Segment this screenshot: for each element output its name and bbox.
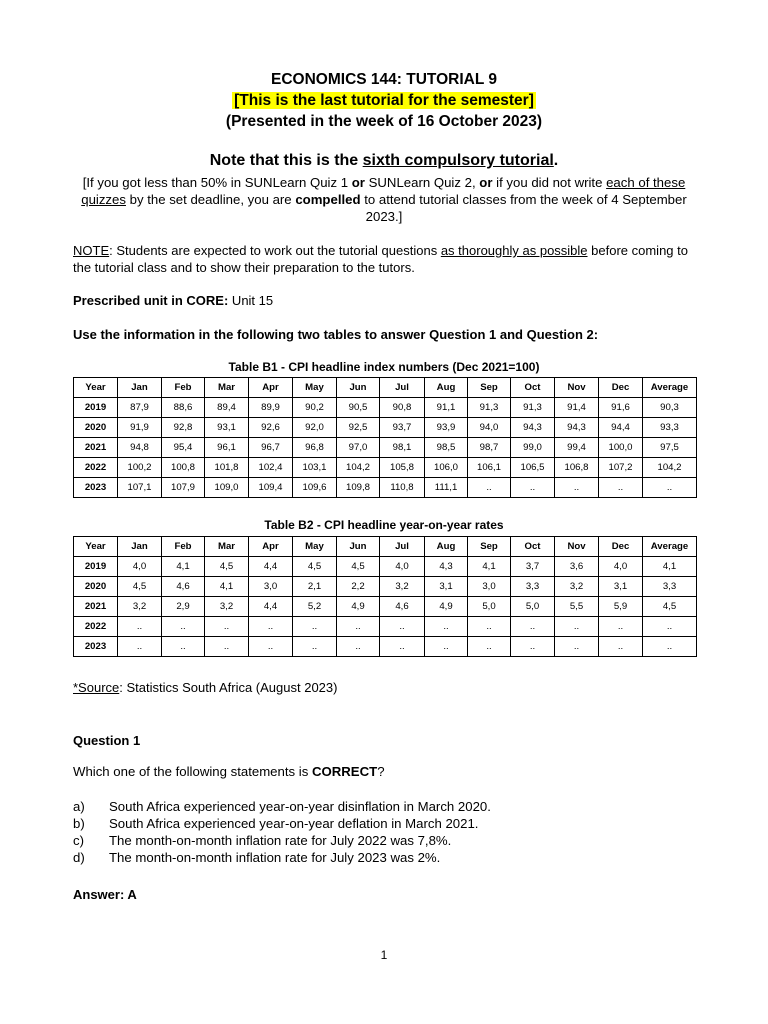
document-title: ECONOMICS 144: TUTORIAL 9 xyxy=(271,71,497,88)
table-header-row xyxy=(74,378,697,398)
table-cell: 107,9 xyxy=(162,478,205,498)
compulsory-note-heading xyxy=(0,152,768,170)
year-cell: 2020 xyxy=(74,418,118,438)
table-cell: 106,8 xyxy=(555,458,599,478)
table-cell: 3,1 xyxy=(599,577,643,597)
column-header: Apr xyxy=(249,537,293,557)
attendance-condition-note xyxy=(76,174,692,225)
question1-stem xyxy=(73,764,385,779)
table-cell: 4,0 xyxy=(599,557,643,577)
table-cell: 92,6 xyxy=(249,418,293,438)
table-cell: 99,0 xyxy=(511,438,555,458)
column-header: Sep xyxy=(468,537,511,557)
table-cell: .. xyxy=(468,617,511,637)
table-cell: 91,4 xyxy=(555,398,599,418)
source-label: *Source xyxy=(73,680,120,695)
table-cell: 93,9 xyxy=(425,418,468,438)
prescribed-value: Unit 15 xyxy=(228,293,274,308)
cpi-yoy-table xyxy=(73,536,697,657)
table-cell: .. xyxy=(425,617,468,637)
table-cell: 94,8 xyxy=(118,438,162,458)
table-row xyxy=(74,557,697,577)
option-text: South Africa experienced year-on-year deflation in March 2021. xyxy=(109,816,479,831)
bracket-or-2: or xyxy=(479,175,493,190)
table-cell: .. xyxy=(511,617,555,637)
table-cell: 3,6 xyxy=(555,557,599,577)
table-cell: 106,1 xyxy=(468,458,511,478)
table-cell: .. xyxy=(555,637,599,657)
column-header: Apr xyxy=(249,378,293,398)
bracket-text-1: [If you got less than 50% in SUNLearn Quiz 1 xyxy=(82,175,352,190)
table-cell: 98,7 xyxy=(468,438,511,458)
table-row xyxy=(74,458,697,478)
stem-text: Which one of the following statements is xyxy=(73,764,312,779)
table-cell: 90,8 xyxy=(380,398,425,418)
presented-week: (Presented in the week of 16 October 2023) xyxy=(225,113,543,130)
table-cell: .. xyxy=(599,617,643,637)
column-header: Year xyxy=(74,537,118,557)
year-cell: 2019 xyxy=(74,398,118,418)
column-header: May xyxy=(293,378,337,398)
column-header: Aug xyxy=(425,378,468,398)
table-instruction: Use the information in the following two tables to answer Question 1 and Question 2: xyxy=(73,327,599,342)
column-header: Sep xyxy=(468,378,511,398)
table-cell: 95,4 xyxy=(162,438,205,458)
table-cell: 105,8 xyxy=(380,458,425,478)
table-cell: .. xyxy=(205,617,249,637)
table-cell: 2,1 xyxy=(293,577,337,597)
table-cell: .. xyxy=(118,617,162,637)
table-cell: 93,7 xyxy=(380,418,425,438)
note-heading-text: Note that this is the xyxy=(209,152,363,169)
table-cell: 92,5 xyxy=(337,418,380,438)
year-cell: 2022 xyxy=(74,617,118,637)
column-header: Aug xyxy=(425,537,468,557)
table-cell: 3,2 xyxy=(380,577,425,597)
table-cell: 111,1 xyxy=(425,478,468,498)
table-cell: .. xyxy=(555,478,599,498)
table-cell: 109,0 xyxy=(205,478,249,498)
table-cell: 4,1 xyxy=(643,557,697,577)
table-cell: 4,0 xyxy=(380,557,425,577)
table-cell: .. xyxy=(511,478,555,498)
table-cell: 106,0 xyxy=(425,458,468,478)
option-text: The month-on-month inflation rate for July 2022 was 7,8%. xyxy=(109,833,452,848)
table-cell: 93,1 xyxy=(205,418,249,438)
table-cell: 91,6 xyxy=(599,398,643,418)
table-cell: 97,0 xyxy=(337,438,380,458)
bracket-or-1: or xyxy=(351,175,365,190)
option-text: South Africa experienced year-on-year disinflation in March 2020. xyxy=(109,799,491,814)
table-cell: .. xyxy=(380,637,425,657)
table-cell: 98,1 xyxy=(380,438,425,458)
table-cell: .. xyxy=(643,617,697,637)
option-label: d) xyxy=(73,850,85,865)
table-cell: 90,5 xyxy=(337,398,380,418)
table-cell: 3,3 xyxy=(643,577,697,597)
table-cell: 96,8 xyxy=(293,438,337,458)
year-cell: 2021 xyxy=(74,597,118,617)
table-cell: 91,9 xyxy=(118,418,162,438)
bracket-text-5: to attend tutorial classes from the week of 4 September 2023.] xyxy=(360,192,687,224)
year-cell: 2021 xyxy=(74,438,118,458)
table-cell: 3,0 xyxy=(249,577,293,597)
table-cell: 91,3 xyxy=(468,398,511,418)
note-heading-underlined: sixth compulsory tutorial xyxy=(362,152,554,169)
table-header-row xyxy=(74,537,697,557)
table-row xyxy=(74,418,697,438)
table-cell: 4,9 xyxy=(425,597,468,617)
table-cell: 104,2 xyxy=(337,458,380,478)
year-cell: 2023 xyxy=(74,478,118,498)
table-cell: 3,0 xyxy=(468,577,511,597)
table-cell: 89,4 xyxy=(205,398,249,418)
option-label: c) xyxy=(73,833,84,848)
table-cell: 100,0 xyxy=(599,438,643,458)
table-cell: 109,8 xyxy=(337,478,380,498)
year-cell: 2022 xyxy=(74,458,118,478)
column-header: Year xyxy=(74,378,118,398)
table-cell: 5,9 xyxy=(599,597,643,617)
table-cell: .. xyxy=(425,637,468,657)
table-cell: .. xyxy=(205,637,249,657)
table-cell: 4,1 xyxy=(205,577,249,597)
table-cell: 3,2 xyxy=(205,597,249,617)
question1-answer: Answer: A xyxy=(73,887,137,902)
table-cell: 3,2 xyxy=(118,597,162,617)
table-cell: 88,6 xyxy=(162,398,205,418)
table-cell: 109,6 xyxy=(293,478,337,498)
prescribed-label: Prescribed unit in CORE: xyxy=(73,293,229,308)
table-cell: 3,2 xyxy=(555,577,599,597)
table-cell: .. xyxy=(293,617,337,637)
table-cell: 5,5 xyxy=(555,597,599,617)
column-header: Dec xyxy=(599,378,643,398)
table-cell: 92,8 xyxy=(162,418,205,438)
column-header: Nov xyxy=(555,378,599,398)
question1-title: Question 1 xyxy=(73,733,141,748)
table-cell: 3,3 xyxy=(511,577,555,597)
column-header: May xyxy=(293,537,337,557)
table-cell: 4,6 xyxy=(162,577,205,597)
note-label: NOTE xyxy=(73,243,110,258)
table-cell: .. xyxy=(293,637,337,657)
table-cell: 5,2 xyxy=(293,597,337,617)
table-cell: 4,1 xyxy=(162,557,205,577)
note-underlined: as thoroughly as possible xyxy=(440,243,588,258)
table-cell: 94,4 xyxy=(599,418,643,438)
last-tutorial-notice xyxy=(0,91,768,111)
table-cell: 90,2 xyxy=(293,398,337,418)
table-cell: 4,1 xyxy=(468,557,511,577)
bracket-underlined: each of these quizzes xyxy=(81,175,686,207)
source-text: : Statistics South Africa (August 2023) xyxy=(119,680,338,695)
table-cell: 107,2 xyxy=(599,458,643,478)
table-cell: .. xyxy=(380,617,425,637)
table-cell: 91,3 xyxy=(511,398,555,418)
table-cell: 2,2 xyxy=(337,577,380,597)
table-cell: 2,9 xyxy=(162,597,205,617)
table-row xyxy=(74,577,697,597)
option-a xyxy=(73,798,491,815)
table-cell: 107,1 xyxy=(118,478,162,498)
table1-caption: Table B1 - CPI headline index numbers (Dec 2021=100) xyxy=(228,360,540,374)
year-cell: 2019 xyxy=(74,557,118,577)
bracket-text-3: if you did not write xyxy=(492,175,607,190)
table-cell: 92,0 xyxy=(293,418,337,438)
table-row xyxy=(74,637,697,657)
option-b xyxy=(73,815,491,832)
table-cell: .. xyxy=(599,637,643,657)
table-cell: 4,3 xyxy=(425,557,468,577)
table-cell: 4,5 xyxy=(337,557,380,577)
column-header: Jul xyxy=(380,537,425,557)
note-text-1: : Students are expected to work out the tutorial questions xyxy=(109,243,441,258)
table-cell: .. xyxy=(643,637,697,657)
preparation-note xyxy=(73,242,703,276)
column-header: Jul xyxy=(380,378,425,398)
table-row xyxy=(74,617,697,637)
table-cell: .. xyxy=(337,637,380,657)
table-cell: .. xyxy=(468,637,511,657)
table-cell: 100,2 xyxy=(118,458,162,478)
table-cell: 94,3 xyxy=(555,418,599,438)
table2-caption: Table B2 - CPI headline year-on-year rates xyxy=(264,518,504,532)
column-header: Jan xyxy=(118,537,162,557)
table-row xyxy=(74,478,697,498)
option-d xyxy=(73,849,491,866)
table-cell: 97,5 xyxy=(643,438,697,458)
table-cell: 89,9 xyxy=(249,398,293,418)
table-cell: 93,3 xyxy=(643,418,697,438)
table-row xyxy=(74,438,697,458)
table-cell: 4,5 xyxy=(643,597,697,617)
table-cell: 109,4 xyxy=(249,478,293,498)
table-cell: .. xyxy=(249,617,293,637)
table-cell: 4,9 xyxy=(337,597,380,617)
table-cell: .. xyxy=(555,617,599,637)
prescribed-unit xyxy=(73,292,703,309)
table-cell: 100,8 xyxy=(162,458,205,478)
column-header: Jun xyxy=(337,378,380,398)
highlighted-notice: [This is the last tutorial for the semester] xyxy=(234,92,534,109)
table-cell: 4,5 xyxy=(118,577,162,597)
table-cell: 104,2 xyxy=(643,458,697,478)
table-cell: .. xyxy=(468,478,511,498)
table-cell: 99,4 xyxy=(555,438,599,458)
column-header: Jun xyxy=(337,537,380,557)
option-c xyxy=(73,832,491,849)
table-cell: 87,9 xyxy=(118,398,162,418)
table-cell: 106,5 xyxy=(511,458,555,478)
table-cell: .. xyxy=(337,617,380,637)
table-cell: 91,1 xyxy=(425,398,468,418)
table-cell: 4,4 xyxy=(249,597,293,617)
table-cell: 98,5 xyxy=(425,438,468,458)
option-text: The month-on-month inflation rate for July 2023 was 2%. xyxy=(109,850,441,865)
table-cell: 3,7 xyxy=(511,557,555,577)
table-cell: 103,1 xyxy=(293,458,337,478)
option-label: b) xyxy=(73,816,85,831)
table-cell: 4,4 xyxy=(249,557,293,577)
table-cell: 4,6 xyxy=(380,597,425,617)
column-header: Feb xyxy=(162,537,205,557)
table-cell: .. xyxy=(118,637,162,657)
column-header: Dec xyxy=(599,537,643,557)
bracket-compelled: compelled xyxy=(295,192,361,207)
table-cell: 4,5 xyxy=(293,557,337,577)
table-cell: 96,1 xyxy=(205,438,249,458)
column-header: Oct xyxy=(511,537,555,557)
bracket-text-2: SUNLearn Quiz 2, xyxy=(364,175,480,190)
note-text-2: before coming to the tutorial class and to show their preparation to the tutors. xyxy=(73,243,688,275)
table-cell: 3,1 xyxy=(425,577,468,597)
table-cell: 94,3 xyxy=(511,418,555,438)
table-cell: 4,5 xyxy=(205,557,249,577)
option-label: a) xyxy=(73,799,85,814)
bracket-text-4: by the set deadline, you are xyxy=(125,192,296,207)
table-cell: 101,8 xyxy=(205,458,249,478)
table-cell: 4,0 xyxy=(118,557,162,577)
table-cell: .. xyxy=(599,478,643,498)
stem-end: ? xyxy=(377,764,385,779)
column-header: Feb xyxy=(162,378,205,398)
column-header: Mar xyxy=(205,378,249,398)
table-cell: 102,4 xyxy=(249,458,293,478)
cpi-index-table xyxy=(73,377,697,498)
table-cell: 94,0 xyxy=(468,418,511,438)
table-cell: 110,8 xyxy=(380,478,425,498)
table-cell: .. xyxy=(511,637,555,657)
table-cell: 5,0 xyxy=(468,597,511,617)
column-header: Jan xyxy=(118,378,162,398)
table-row xyxy=(74,597,697,617)
table-cell: 90,3 xyxy=(643,398,697,418)
table-cell: .. xyxy=(249,637,293,657)
table-cell: 5,0 xyxy=(511,597,555,617)
column-header: Average xyxy=(643,537,697,557)
note-heading-period: . xyxy=(553,152,559,169)
table-cell: .. xyxy=(162,617,205,637)
column-header: Mar xyxy=(205,537,249,557)
column-header: Oct xyxy=(511,378,555,398)
page-number: 1 xyxy=(380,948,388,962)
question1-options xyxy=(73,798,491,866)
column-header: Nov xyxy=(555,537,599,557)
table-cell: .. xyxy=(643,478,697,498)
table-cell: 96,7 xyxy=(249,438,293,458)
stem-bold: CORRECT xyxy=(311,764,378,779)
year-cell: 2020 xyxy=(74,577,118,597)
year-cell: 2023 xyxy=(74,637,118,657)
column-header: Average xyxy=(643,378,697,398)
table-row xyxy=(74,398,697,418)
table-cell: .. xyxy=(162,637,205,657)
source-line xyxy=(73,680,337,695)
